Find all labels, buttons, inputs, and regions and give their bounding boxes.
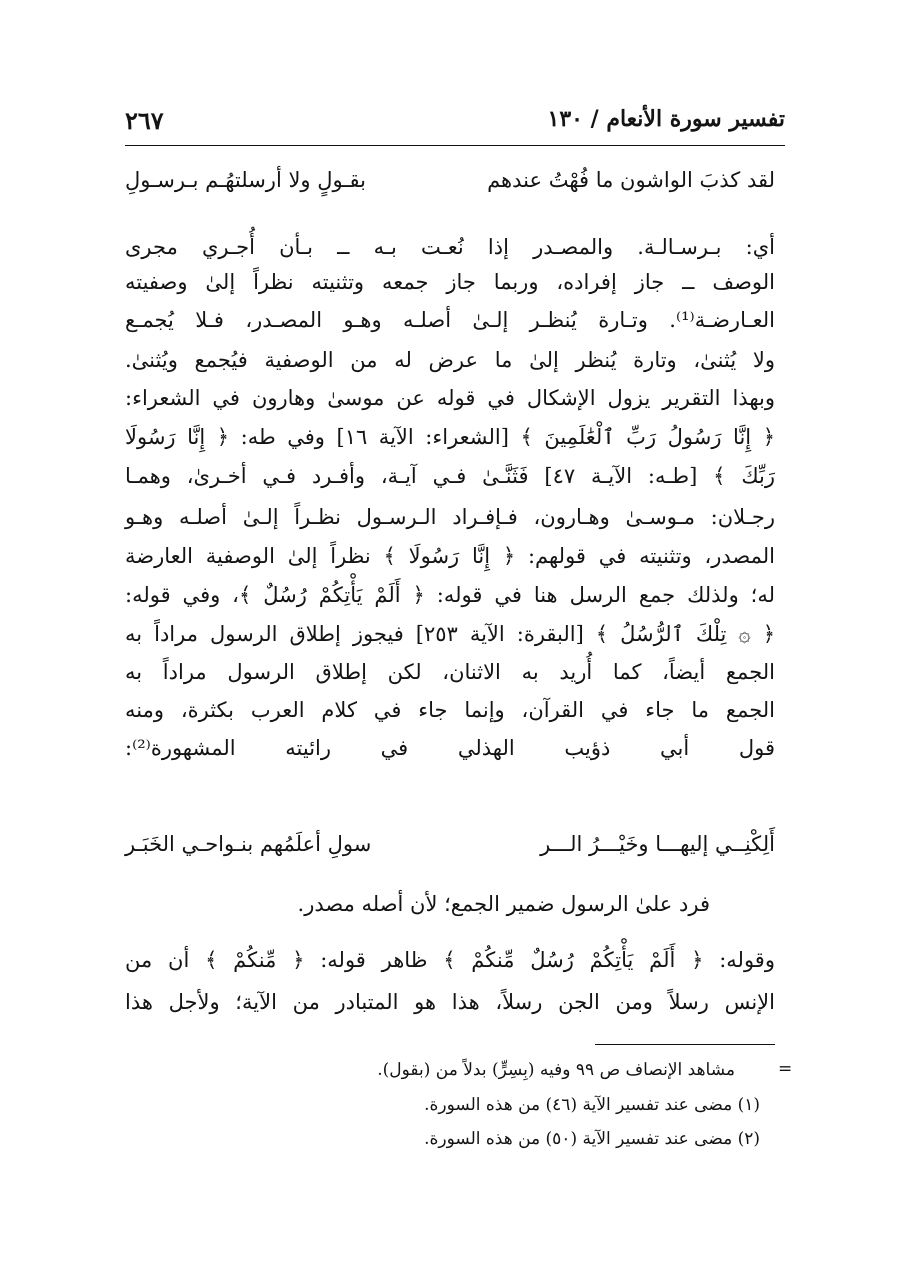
- body-line-4: ولا يُثنىٰ، وتارة يُنظر إلىٰ ما عرض له من الوصفية فيُجمع ويُثنىٰ.: [125, 348, 775, 372]
- body-line-9: المصدر، وتثنيته في قولهم: ﴿ إِنَّا رَسُولَا ﴾ نظراً إلىٰ الوصفية العارضة: [125, 544, 775, 568]
- verse1-hemistich-second: بقـولٍ ولا أرسلتهُـم بـرسـولِ: [125, 168, 366, 192]
- body-line-13: الجمع ما جاء في القرآن، وإنما جاء في كلام العرب بكثرة، ومنه: [125, 698, 775, 722]
- header-rule: [125, 145, 785, 146]
- verse2-hemistich-second: سولِ أعلَمُهم بنـواحـي الخَبَـر: [125, 832, 372, 856]
- body-line-10: له؛ ولذلك جمع الرسل هنا في قوله: ﴿ أَلَمْ يَأْتِكُمْ رُسُلٌ ﴾، وفي قوله:: [125, 583, 775, 607]
- verse2-hemistich-first: أَلِكْنِــي إليهـــا وخَيْـــرُ الـــر: [540, 832, 775, 856]
- footnote-continuation: مشاهد الإنصاف ص ٩٩ وفيه (بِسِرٍّ) بدلاً من (بقول).: [377, 1060, 735, 1080]
- after-verse-line: فرد علىٰ الرسول ضمير الجمع؛ لأن أصله مصدر.: [297, 892, 710, 916]
- footnote-continuation-mark: =: [778, 1059, 793, 1079]
- footnote-2: (٢) مضى عند تفسير الآية (٥٠) من هذه السورة.: [424, 1129, 760, 1149]
- running-header: [125, 104, 785, 144]
- body-line-11: ﴿ ۞ تِلْكَ ٱلرُّسُلُ ﴾ [البقرة: الآية ٢٥٣] فيجوز إطلاق الرسول مراداً به: [125, 622, 776, 646]
- body-line-2: الوصف ــ جاز إفراده، وربما جاز جمعه وتثنيته نظراً إلىٰ وصفيته: [125, 270, 775, 294]
- body2-line-1: وقوله: ﴿ أَلَمْ يَأْتِكُمْ رُسُلٌ مِّنكُمْ ﴾ ظاهر قوله: ﴿ مِّنكُمْ ﴾ أن من: [125, 948, 775, 972]
- footnote-rule: [595, 1044, 775, 1045]
- verse1-hemistich-first: لقد كذبَ الواشون ما فُهْتُ عندهم: [487, 168, 775, 192]
- page-number: ٢٦٧: [125, 106, 164, 135]
- body-line-7: رَبِّكَ ﴾ [طـه: الآيـة ٤٧] فَثَنَّـىٰ فـي آيـة، وأفـرد فـي أخـرىٰ، وهمـا: [125, 464, 776, 488]
- body-line-8: رجـلان: مـوسـىٰ وهـارون، فـإفـراد الـرسـول نظـراً إلـىٰ أصلـه وهـو: [125, 505, 775, 529]
- body-line-6: ﴿ إِنَّا رَسُولُ رَبِّ ٱلْعَٰلَمِينَ ﴾ [الشعراء: الآية ١٦] وفي طه: ﴿ إِنَّا رَسُولَا: [125, 425, 776, 449]
- footnote-1: (١) مضى عند تفسير الآية (٤٦) من هذه السورة.: [424, 1095, 760, 1115]
- body2-line-2: الإنس رسلاً ومن الجن رسلاً، هذا هو المتبادر من الآية؛ ولأجل هذا: [125, 990, 775, 1014]
- body-line-12: الجمع أيضاً، كما أُريد به الاثنان، لكن إطلاق الرسول مراداً به: [125, 660, 775, 684]
- running-title: تفسير سورة الأنعام / ١٣٠: [547, 106, 785, 132]
- body-line-14: قول أبي ذؤيب الهذلي في رائيته المشهورة⁽²⁾:: [125, 736, 775, 760]
- body-line-5: وبهذا التقرير يزول الإشكال في قوله عن موسىٰ وهارون في الشعراء:: [125, 386, 775, 410]
- body-line-3: العـارضـة⁽¹⁾. وتـارة يُنظـر إلـىٰ أصلـه وهـو المصـدر، فـلا يُجمـع: [125, 308, 775, 332]
- body-line-1: أي: بـرسـالـة. والمصـدر إذا نُعـت بـه ــ بـأن أُجـري مجرى: [125, 235, 775, 259]
